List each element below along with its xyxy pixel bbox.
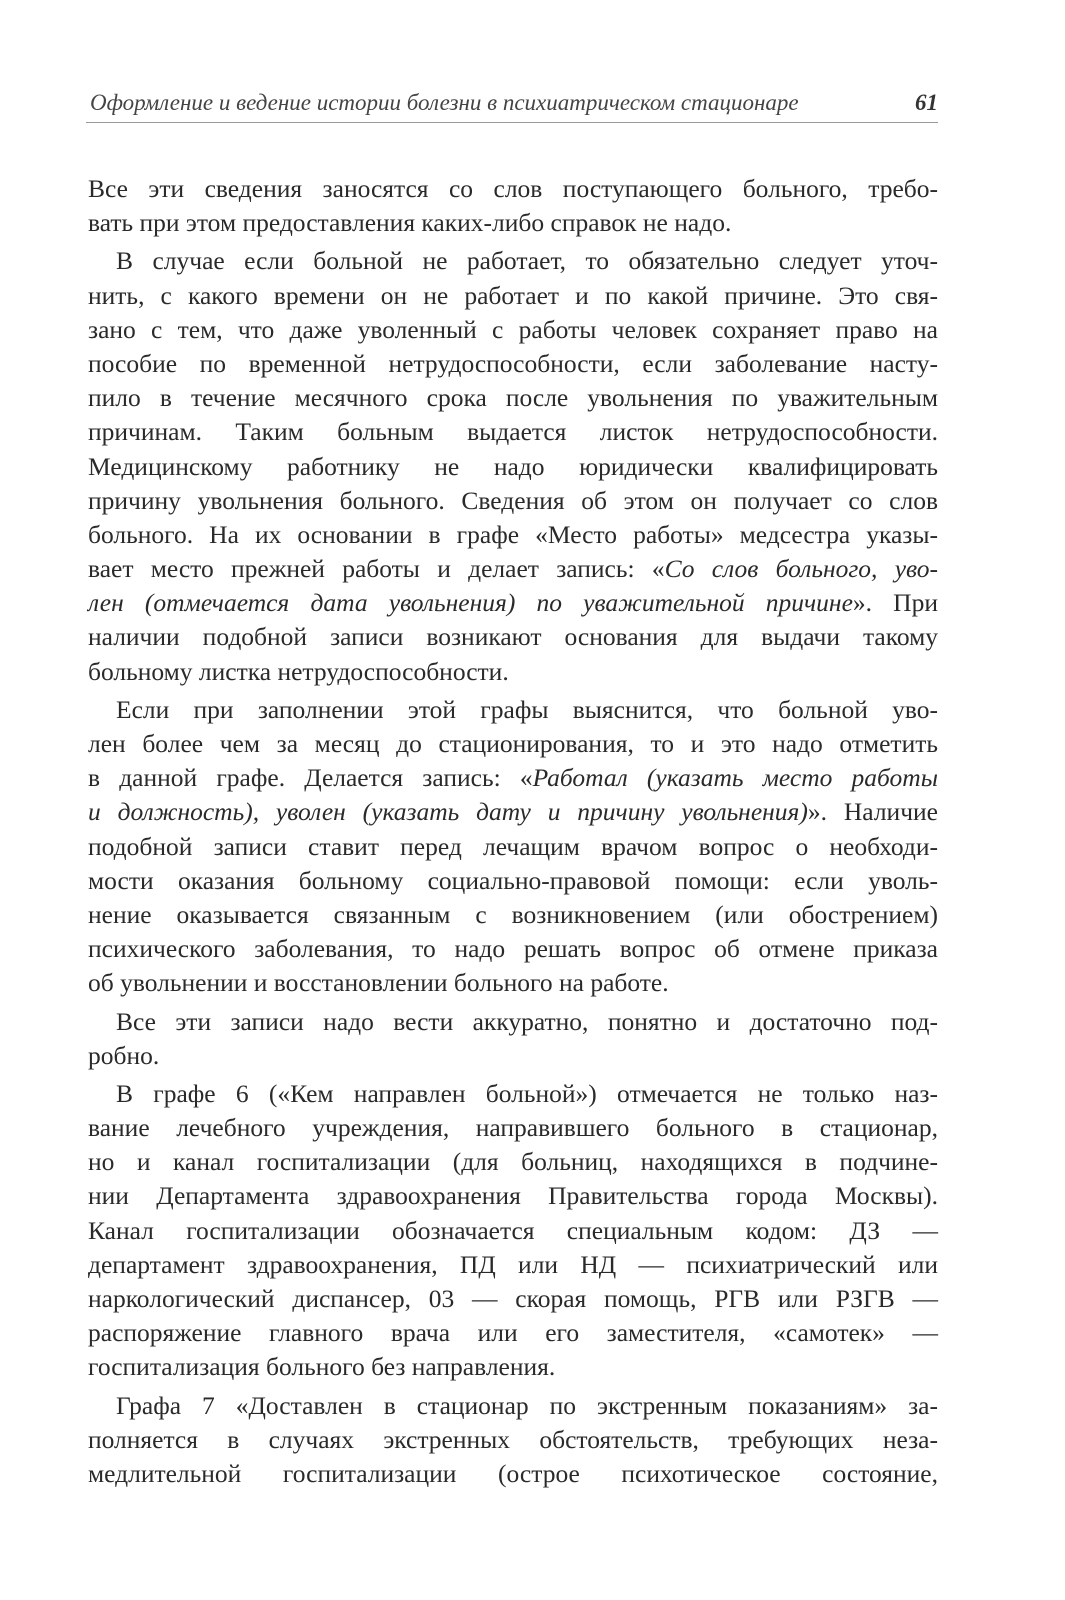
page-number: 61 — [915, 90, 938, 115]
text-line — [88, 1389, 938, 1423]
text-segment: вание лечебного учреждения, направившего больного в стационар, — [88, 1113, 938, 1143]
text-segment: причинам. Таким больным выдается листок нетрудоспособности. — [88, 417, 938, 447]
text-line — [88, 415, 938, 449]
text-line — [88, 279, 938, 313]
running-title: Оформление и ведение истории болезни в психиатрическом стационаре — [90, 90, 799, 115]
text-line — [88, 381, 938, 415]
text-line — [88, 864, 938, 898]
paragraph — [88, 244, 938, 688]
text-line — [88, 620, 938, 654]
text-line — [88, 518, 938, 552]
text-segment: нение оказывается связанным с возникновением (или обострением) — [88, 899, 938, 929]
text-segment: госпитализация больного без направления. — [88, 1352, 556, 1382]
text-line — [88, 484, 938, 518]
text-line — [88, 206, 938, 240]
running-header — [86, 86, 938, 123]
text-line — [88, 586, 938, 620]
text-segment: Графа 7 «Доставлен в стационар по экстренным показаниям» за- — [116, 1390, 938, 1420]
text-segment: В случае если больной не работает, то обязательно следует уточ- — [116, 246, 938, 276]
text-line — [88, 795, 938, 829]
text-line — [88, 1457, 938, 1491]
text-segment: департамент здравоохранения, ПД или НД — психиатрический или — [88, 1249, 938, 1279]
text-segment: зано с тем, что даже уволенный с работы человек сохраняет право на — [88, 314, 938, 344]
text-line — [88, 761, 938, 795]
text-segment: Если при заполнении этой графы выяснится, что больной уво- — [116, 694, 938, 724]
text-segment: причину увольнения больного. Сведения об этом он получает со слов — [88, 485, 938, 515]
text-line — [88, 552, 938, 586]
paragraph — [88, 172, 938, 240]
text-line — [88, 244, 938, 278]
text-line — [88, 693, 938, 727]
text-segment: ». Наличие — [807, 797, 938, 827]
text-segment: пособие по временной нетрудоспособности, если заболевание насту- — [88, 348, 938, 378]
text-segment: подобной записи ставит перед лечащим врачом вопрос о необходи- — [88, 831, 938, 861]
text-segment: Канал госпитализации обозначается специальным кодом: ДЗ — — [88, 1215, 938, 1245]
text-segment: об увольнении и восстановлении больного на работе. — [88, 968, 669, 998]
text-segment: но и канал госпитализации (для больниц, находящихся в подчине- — [88, 1147, 938, 1177]
text-line — [88, 655, 938, 689]
italic-text: и должность), уволен (указать дату и причину увольнения) — [88, 797, 808, 827]
text-line — [88, 172, 938, 206]
text-segment: наличии подобной записи возникают основания для выдачи такому — [88, 622, 938, 652]
text-line — [88, 898, 938, 932]
text-line — [88, 1282, 938, 1316]
text-segment: В графе 6 («Кем направлен больной») отмечается не только наз- — [116, 1078, 938, 1108]
text-segment: ». При — [852, 588, 938, 618]
text-segment: распоряжение главного врача или его заместителя, «самотек» — — [88, 1318, 938, 1348]
paragraph — [88, 693, 938, 1001]
text-segment: Медицинскому работнику не надо юридически квалифицировать — [88, 451, 938, 481]
text-segment: лен более чем за месяц до стационирования, то и это надо отметить — [88, 729, 938, 758]
text-line — [88, 313, 938, 347]
text-line — [88, 966, 938, 1000]
text-line — [88, 1248, 938, 1282]
text-line — [88, 830, 938, 864]
text-line — [88, 1111, 938, 1145]
text-segment: робно. — [88, 1040, 160, 1070]
text-segment: больного. На их основании в графе «Место работы» медсестра указы- — [88, 519, 938, 549]
text-line — [88, 1350, 938, 1384]
text-segment: Все эти записи надо вести аккуратно, понятно и достаточно под- — [116, 1006, 938, 1036]
body-text — [88, 172, 938, 1491]
text-line — [88, 727, 938, 761]
italic-text: Со слов больного, уво- — [664, 554, 938, 584]
text-line — [88, 1316, 938, 1350]
text-segment: полняется в случаях экстренных обстоятельств, требующих неза- — [88, 1424, 938, 1454]
text-line — [88, 932, 938, 966]
text-segment: вать при этом предоставления каких-либо справок не надо. — [88, 208, 732, 238]
text-line — [88, 1179, 938, 1213]
text-line — [88, 450, 938, 484]
text-segment: больному листка нетрудоспособности. — [88, 656, 509, 686]
text-line — [88, 1039, 938, 1073]
text-segment: в данной графе. Делается запись: « — [88, 763, 533, 793]
text-segment: психического заболевания, то надо решать вопрос об отмене приказа — [88, 934, 938, 964]
text-line — [88, 1145, 938, 1179]
text-line — [88, 1214, 938, 1248]
text-segment: вает место прежней работы и делает запись: « — [88, 554, 665, 584]
text-segment: наркологический диспансер, 03 — скорая помощь, РГВ или РЗГВ — — [88, 1284, 938, 1313]
text-line — [88, 1077, 938, 1111]
text-line — [88, 1423, 938, 1457]
text-segment: мости оказания больному социально-правовой помощи: если уволь- — [88, 865, 938, 895]
italic-text: Работал (указать место работы — [532, 763, 938, 793]
paragraph — [88, 1389, 938, 1492]
paragraph — [88, 1005, 938, 1073]
text-segment: медлительной госпитализации (острое психотическое состояние, — [88, 1458, 938, 1488]
text-segment: пило в течение месячного срока после увольнения по уважительным — [88, 383, 938, 413]
text-segment: нить, с какого времени он не работает и по какой причине. Это свя- — [88, 280, 938, 310]
text-line — [88, 347, 938, 381]
text-segment: нии Департамента здравоохранения Правительства города Москвы). — [88, 1181, 938, 1211]
italic-text: лен (отмечается дата увольнения) по уважительной причине — [88, 588, 853, 618]
paragraph — [88, 1077, 938, 1385]
text-line — [88, 1005, 938, 1039]
text-segment: Все эти сведения заносятся со слов поступающего больного, требо- — [88, 174, 938, 203]
